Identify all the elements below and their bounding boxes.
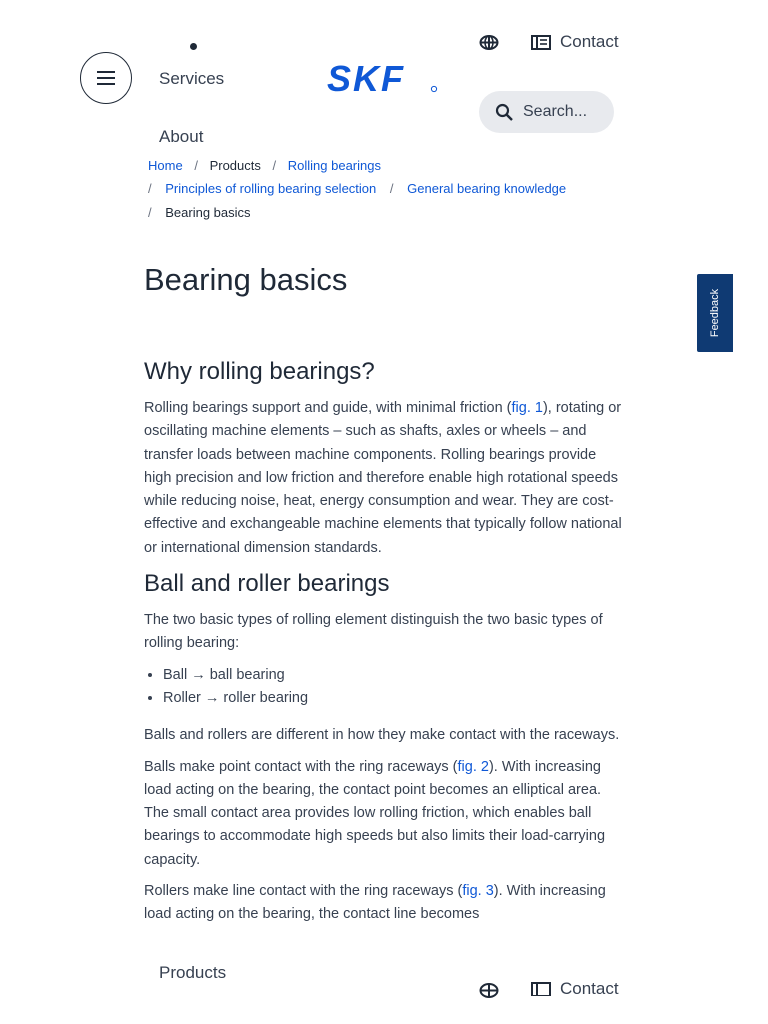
fig-2-link[interactable]: fig. 2 [457, 758, 489, 775]
nav-indicator-dot [190, 43, 197, 50]
article-content [144, 356, 624, 935]
skf-logo-mark [327, 64, 439, 94]
globe-icon[interactable] [479, 34, 499, 56]
breadcrumb-separator: / [148, 181, 152, 196]
search-icon [495, 103, 514, 122]
breadcrumb-separator: / [148, 205, 152, 220]
breadcrumb-products[interactable]: Products [209, 158, 261, 173]
section-ball-roller-intro: The two basic types of rolling element distinguish the two basic types of rolling bearing: [144, 612, 603, 652]
breadcrumb-line-2 [148, 181, 566, 196]
globe-icon[interactable] [479, 982, 499, 1004]
page-title: Bearing basics [144, 262, 348, 297]
contact-difference-paragraph: Balls and rollers are different in how they make contact with the raceways. [144, 727, 620, 744]
bottom-nav-products[interactable]: Products [159, 963, 227, 982]
breadcrumb-home[interactable]: Home [148, 158, 183, 173]
list-item: • Roller → roller bearing [163, 687, 624, 710]
rolling-element-list [144, 664, 624, 711]
breadcrumb-principles[interactable]: Principles of rolling bearing selection [165, 181, 377, 196]
breadcrumb [148, 158, 381, 173]
bottom-nav-overlay [0, 952, 768, 1024]
text-segment: Rollers make line contact with the ring raceways ( [144, 883, 463, 900]
logo-text: SKF [327, 64, 405, 94]
list-item: • Ball → ball bearing [163, 664, 624, 687]
section-why-paragraph [144, 397, 624, 560]
roller-contact-paragraph [144, 880, 624, 927]
menu-button[interactable] [80, 52, 132, 104]
feedback-label: Feedback [709, 288, 721, 338]
ball-contact-paragraph [144, 756, 624, 872]
text-segment: ), rotating or oscillating machine elements – such as shafts, axles or wheels – and transfer loads between machine components. Rolling bearings provide high precision and low friction and therefore enable high rotational speeds while reducing noise, heat, energy consumption and wear. They are cost-effective and exchangeable machine elements that typically follow national or international dimension standards. [144, 400, 622, 556]
contact-label: Contact [560, 32, 619, 51]
section-heading-why: Why rolling bearings? [144, 358, 375, 385]
contact-label: Contact [560, 982, 619, 996]
text-segment: Balls make point contact with the ring raceways ( [144, 758, 458, 775]
search-placeholder: Search... [523, 103, 588, 120]
search-box[interactable] [479, 91, 614, 133]
breadcrumb-separator: / [389, 181, 394, 196]
bottom-contact-link[interactable] [531, 982, 619, 996]
text-segment: ). With increasing load acting on the bearing, the contact line becomes [144, 883, 606, 923]
contact-card-icon [531, 35, 551, 50]
hamburger-icon [97, 71, 115, 85]
fig-1-link[interactable]: fig. 1 [511, 400, 543, 416]
text-segment: Rolling bearings support and guide, with minimal friction ( [144, 400, 512, 416]
feedback-tab[interactable] [697, 274, 733, 352]
nav-services[interactable]: Services [159, 69, 225, 88]
text-segment: ). With increasing load acting on the bearing, the contact point becomes an elliptical area. The small contact area provides low rolling friction, which enables ball bearings to accommodate high speeds but also limits their load-carrying capacity. [144, 758, 606, 868]
section-heading-ball-roller: Ball and roller bearings [144, 570, 390, 598]
breadcrumb-rolling-bearings[interactable]: Rolling bearings [287, 158, 381, 173]
nav-about[interactable]: About [159, 127, 204, 146]
breadcrumb-separator: / [272, 158, 277, 173]
skf-logo[interactable] [327, 64, 439, 99]
breadcrumb-current: Bearing basics [165, 205, 251, 220]
contact-card-icon [531, 982, 551, 996]
breadcrumb-line-3 [148, 205, 251, 220]
contact-link[interactable] [531, 32, 619, 52]
breadcrumb-general-knowledge[interactable]: General bearing knowledge [407, 181, 567, 196]
fig-3-link[interactable]: fig. 3 [462, 883, 494, 900]
breadcrumb-separator: / [194, 158, 198, 173]
